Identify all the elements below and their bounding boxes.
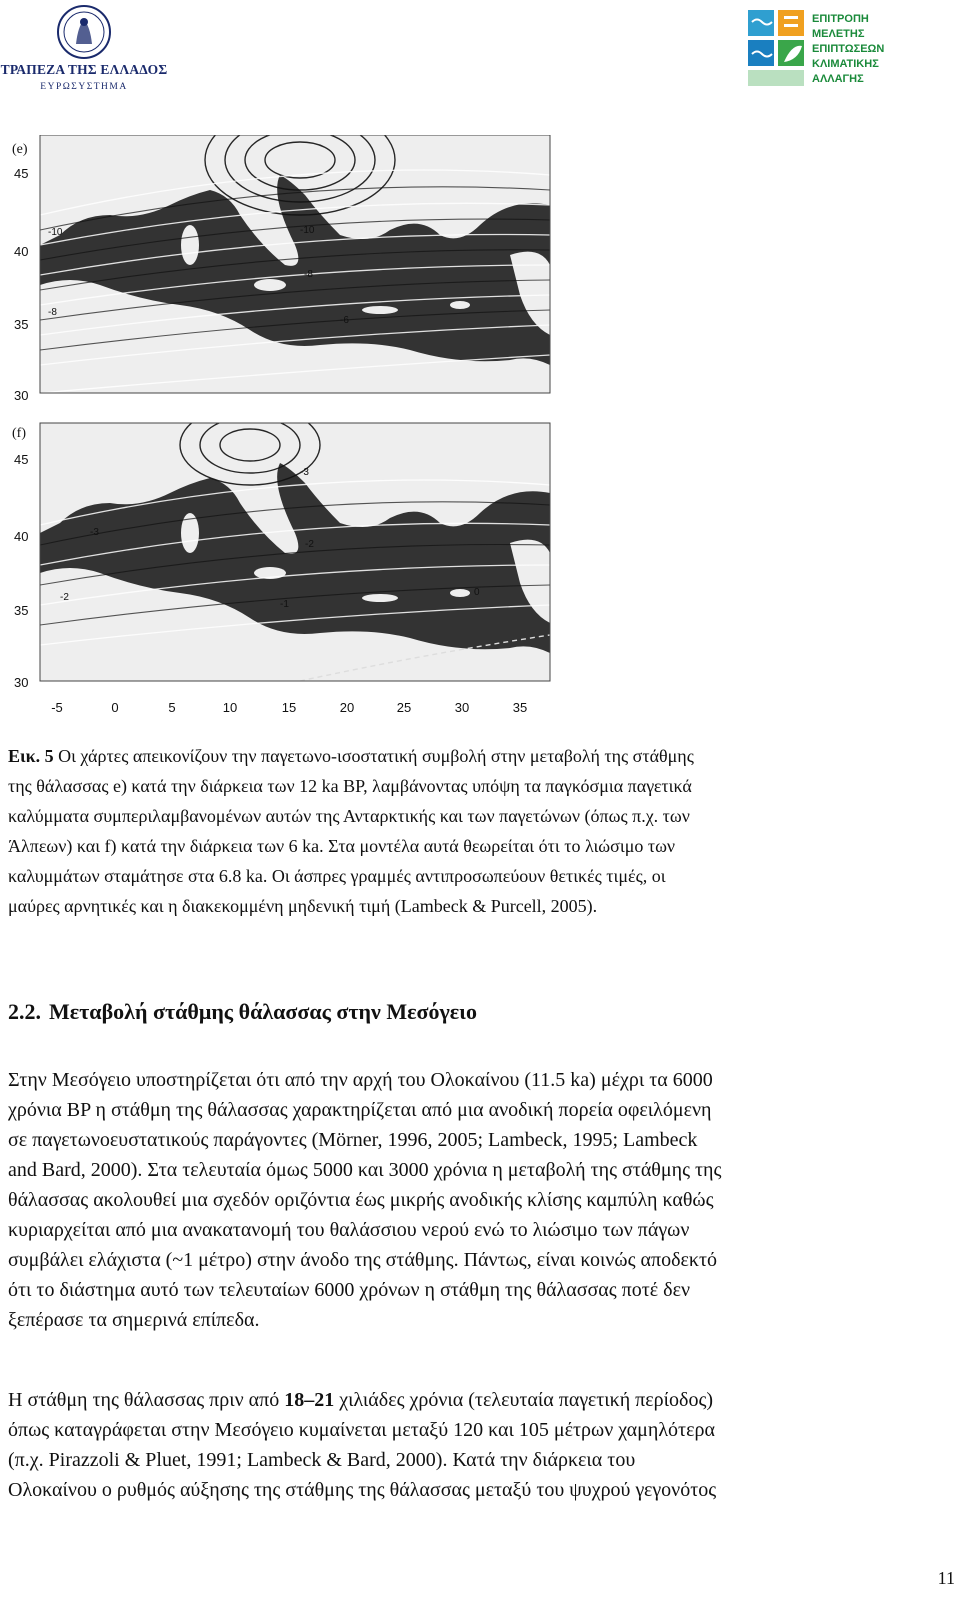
lat-tick: 30 (14, 675, 29, 690)
caption-line: μαύρες αρνητικές και η διακεκομμένη μηδενική τιμή (Lambeck & Purcell, 2005). (8, 896, 598, 916)
committee-line: ΕΠΙΠΤΩΣΕΩΝ (812, 43, 885, 55)
caption-line: Άλπεων) και f) κατά την διάρκεια των 6 ka. Στα μοντέλα αυτά θεωρείται ότι το λιώσιμο των (8, 836, 676, 856)
caption-line: καλυμμάτων σταμάτησε στα 6.8 ka. Οι άσπρες γραμμές αντιπροσωπεύουν θετικές τιμές, οι (8, 866, 666, 886)
committee-line: ΚΛΙΜΑΤΙΚΗΣ (812, 58, 879, 70)
contour-label: -8 (48, 307, 57, 318)
paragraph-line: συμβάλει ελάχιστα (~1 μέτρο) στην άνοδο της στάθμης. Πάντως, είναι κοινώς αποδεκτό (8, 1249, 718, 1271)
contour-label: -8 (304, 269, 313, 280)
paragraph-text: χιλιάδες χρόνια (τελευταία παγετική περίοδος) (334, 1389, 714, 1411)
panel-f-label: (f) (12, 426, 26, 441)
caption-line: καλύμματα συμπεριλαμβανομένων αυτών της Ανταρκτικής και των παγετώνων (όπως π.χ. των (8, 806, 690, 826)
contour-label: -2 (60, 592, 69, 603)
committee-line: ΑΛΛΑΓΗΣ (812, 73, 864, 85)
lon-tick: 5 (168, 700, 176, 715)
lat-tick: 40 (14, 529, 29, 544)
lon-tick: 10 (222, 700, 238, 715)
map-panel-e (40, 135, 550, 393)
section-heading (8, 999, 948, 1025)
committee-mark-icon (748, 10, 806, 90)
map-panel-f (40, 405, 550, 681)
caption-line (8, 741, 958, 771)
body-paragraph (8, 1065, 958, 1335)
lon-tick: 35 (512, 700, 528, 715)
lat-tick: 30 (14, 388, 29, 403)
paragraph-line: όπως καταγράφεται στην Μεσόγειο κυμαίνεται μεταξύ 120 και 105 μέτρων χαμηλότερα (8, 1419, 715, 1441)
contour-label: -10 (300, 225, 315, 236)
paragraph-line: (π.χ. Pirazzoli & Pluet, 1991; Lambeck & Bard, 2000). Κατά την διάρκεια του (8, 1449, 636, 1471)
paragraph-line: ότι το διάστημα αυτό των τελευταίων 6000 χρόνων η στάθμη της θάλασσας ποτέ δεν (8, 1279, 691, 1301)
lat-tick: 45 (14, 166, 29, 181)
contour-label: 0 (474, 587, 480, 598)
climate-committee-logo (748, 6, 958, 96)
committee-name (812, 12, 957, 87)
section-number: 2.2. (8, 999, 41, 1024)
paragraph-line: κυριαρχείται από μια ανακατανομή του θαλάσσιου νερού ενώ το λιώσιμο των πάγων (8, 1219, 690, 1241)
lon-tick: 25 (396, 700, 412, 715)
page-number: 11 (937, 1568, 955, 1588)
paragraph-line (8, 1385, 958, 1415)
paragraph-line: σε παγετωνοευστατικούς παράγοντες (Mörner, 1996, 2005; Lambeck, 1995; Lambeck (8, 1129, 698, 1151)
committee-line: ΕΠΙΤΡΟΠΗ (812, 13, 869, 25)
lon-tick: 0 (111, 700, 119, 715)
lat-tick: 35 (14, 603, 29, 618)
paragraph-text: Η στάθμη της θάλασσας πριν από (8, 1389, 285, 1411)
contour-label: -1 (280, 599, 289, 610)
paragraph-line: θάλασσας ακολουθεί μια σχεδόν οριζόντια έως μικρής ανοδικής κλίσης καμπύλη καθώς (8, 1189, 714, 1211)
lat-tick: 40 (14, 244, 29, 259)
lat-tick: 35 (14, 317, 29, 332)
figure-mediterranean-maps (0, 135, 575, 725)
maps-svg (0, 135, 575, 725)
caption-text: Οι χάρτες απεικονίζουν την παγετωνο-ισοστατική συμβολή στην μεταβολή της στάθμης (58, 746, 694, 766)
paragraph-line: χρόνια BP η στάθμη της θάλασσας χαρακτηρίζεται από μια ανοδική πορεία οφειλόμενη (8, 1099, 712, 1121)
paragraph-line: Ολοκαίνου ο ρυθμός αύξησης της στάθμης της θάλασσας μεταξύ του ψυχρού γεγονότος (8, 1479, 717, 1501)
lon-tick: 30 (454, 700, 470, 715)
contour-label: -10 (48, 227, 63, 238)
bank-seal-icon (56, 4, 112, 60)
figure-caption (8, 741, 958, 921)
committee-line: ΜΕΛΕΤΗΣ (812, 28, 865, 40)
lat-tick: 45 (14, 452, 29, 467)
paragraph-bold-text: 18–21 (284, 1389, 335, 1411)
contour-label: -6 (340, 315, 349, 326)
caption-line: της θάλασσας e) κατά την διάρκεια των 12 ka BP, λαμβάνοντας υπόψη τα παγκόσμια παγετικά (8, 776, 692, 796)
paragraph-line: Στην Μεσόγειο υποστηρίζεται ότι από την αρχή του Ολοκαίνου (11.5 ka) μέχρι τα 6000 (8, 1069, 713, 1091)
bank-subtitle: ΕΥΡΩΣΥΣΤΗΜΑ (40, 82, 128, 92)
contour-label: -3 (300, 467, 309, 478)
lon-tick: 15 (281, 700, 297, 715)
contour-label: -2 (305, 539, 314, 550)
caption-label: Εικ. 5 (8, 746, 54, 766)
body-paragraph (8, 1385, 958, 1505)
bank-of-greece-logo (0, 4, 170, 96)
bank-name: ΤΡΑΠΕΖΑ ΤΗΣ ΕΛΛΑΔΟΣ (0, 62, 168, 77)
contour-label: -3 (90, 527, 99, 538)
panel-e-label: (e) (12, 142, 28, 157)
lon-tick: -5 (51, 700, 63, 715)
lon-tick: 20 (339, 700, 355, 715)
section-title: Μεταβολή στάθμης θάλασσας στην Μεσόγειο (49, 999, 478, 1024)
paragraph-line: and Bard, 2000). Στα τελευταία όμως 5000 και 3000 χρόνια η μεταβολή της στάθμης της (8, 1159, 722, 1181)
paragraph-line: ξεπέρασε τα σημερινά επίπεδα. (8, 1309, 260, 1331)
